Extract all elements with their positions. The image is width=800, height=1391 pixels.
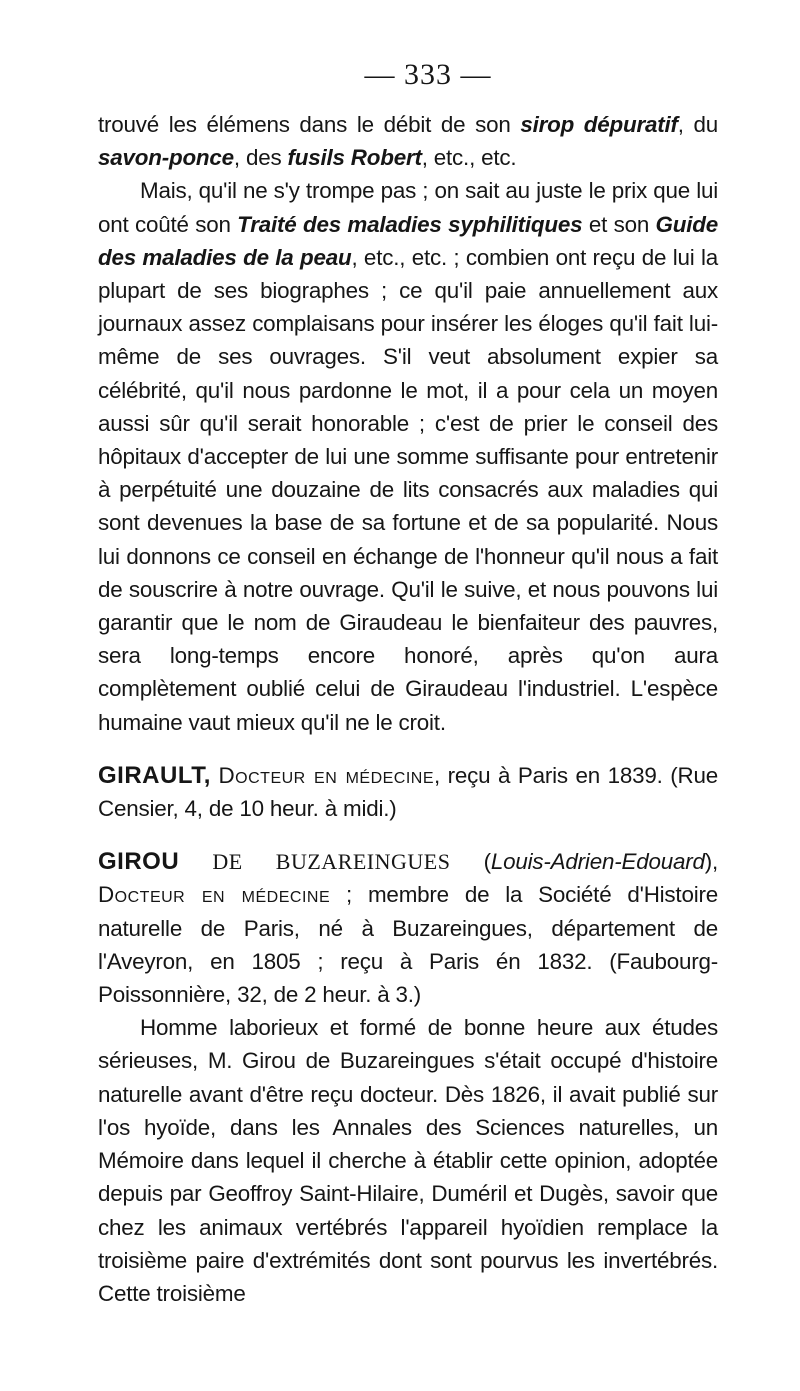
entry-name: GIRAULT, [98,761,211,789]
entry-given-names: Louis-Adrien-Edouard [490,849,705,875]
text-run: , etc., etc. [421,145,517,171]
text-run: Mais, qu'il ne s'y trompe pas ; on sait au juste le prix que lui ont coûté son [98,178,718,237]
book-title: Guide des maladies de la peau [98,211,718,270]
text-run: , des [233,145,288,171]
product-name: fusils Robert [287,145,422,171]
entry-details: , reçu à Paris en 1839. (Rue Censier, 4, de 10 heur. à midi.) [98,762,718,822]
entry-title: Docteur en médecine [98,882,331,908]
page-number: — 333 — [364,58,492,91]
entry-details: ; membre de la Société d'Histoire naturelle de Paris, né à Buzareingues, département de l'Aveyron, en 1805 ; reçu à Paris én 1832. (Faubourg-Poissonnière, 32, de 2 heur. à 3.) [98,882,718,1008]
book-title: Traité des maladies syphilitiques [237,211,583,237]
paragraph-giraudeau [98,174,718,738]
text-run: ), [704,849,718,875]
paragraph-girou-bio: Homme laborieux et formé de bonne heure aux études sérieuses, M. Girou de Buzareingues s'était occupé d'histoire naturelle avant d'être reçu docteur. Dès 1826, il avait publié sur l'os hyoïde, dans les Annales des Sciences naturelles, un Mémoire dans lequel il cherche à établir cette opinion, adoptée depuis par Geoffroy Saint-Hilaire, Duméril et Dugès, savoir que chez les animaux vertébrés l'appareil hyoïdien remplace la troisième paire d'extrémités dont sont pourvus les invertébrés. Cette troisième [98,1015,718,1306]
page-body [98,108,718,1310]
product-name: savon-ponce [98,145,234,171]
entry-name-rest: DE BUZAREINGUES [179,849,484,875]
text-run: ( [483,849,491,875]
text-run: , etc., etc. ; combien ont reçu de lui la plupart de ses biographes ; ce qu'il paie annuellement aux journaux assez complaisans pour insérer les éloges qu'il fait lui-même de ses ouvrages. S'il veut absolument expier sa célébrité, qu'il nous pardonne le mot, il a pour cela un moyen aussi sûr qu'il serait honorable ; c'est de prier le conseil des hôpitaux d'accepter de lui une somme suffisante pour entretenir à perpétuité une douzaine de lits consacrés aux maladies qui sont devenues la base de sa fortune et de sa popularité. Nous lui donnons ce conseil en échange de l'honneur qu'il nous a fait de souscrire à notre ouvrage. Qu'il le suive, et nous pouvons lui garantir que le nom de Giraudeau le bienfaiteur des pauvres, sera long-temps encore honoré, après qu'on aura complètement oublié celui de Giraudeau l'industriel. L'espèce humaine vaut mieux qu'il ne le croit. [98,244,718,735]
text-run: et son [582,211,656,237]
entry-name: GIROU [98,848,180,876]
paragraph-continuation [98,108,718,174]
text-run: , du [677,112,718,137]
entry-title: Docteur en médecine [218,762,435,788]
text-run: trouvé les élémens dans le débit de son [98,112,521,137]
entry-girault [98,759,718,825]
product-name: sirop dépuratif [520,112,678,137]
entry-girou [98,845,718,1011]
